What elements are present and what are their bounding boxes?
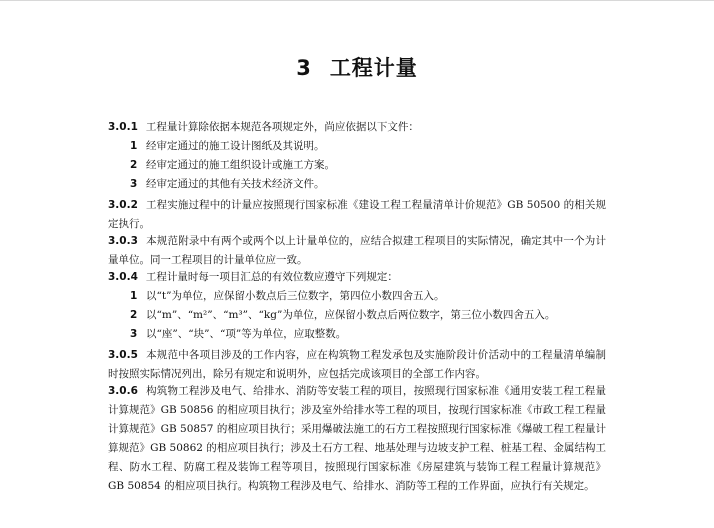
clause-number: 3.0.5 [108, 349, 138, 361]
clause-paragraph [108, 268, 606, 287]
item-text: 以“m”、“m²”、“m³”、“kg”为单位，应保留小数点后两位数字，第三位小数四舍五入。 [146, 309, 556, 321]
item-number: 1 [130, 290, 138, 302]
clause-text: 本规范中各项目涉及的工作内容，应在构筑物工程发承包及实施阶段计价活动中的工程量清单编制时按照实际情况列出，除另有规定和说明外，应包括完成该项目的全部工作内容。 [108, 349, 606, 380]
clause-text: 本规范附录中有两个或两个以上计量单位的，应结合拟建工程项目的实际情况，确定其中一个为计量单位。同一工程项目的计量单位应一致。 [108, 235, 606, 266]
list-item [108, 156, 606, 175]
clause-paragraph [108, 346, 606, 384]
list-item [108, 137, 606, 156]
clause-text: 工程计量时每一项目汇总的有效位数应遵守下列规定： [145, 271, 398, 283]
clause-paragraph [108, 232, 606, 270]
item-text: 经审定通过的其他有关技术经济文件。 [146, 178, 325, 190]
chapter-heading [0, 52, 714, 82]
clause-number: 3.0.6 [108, 385, 138, 397]
item-text: 以“t”为单位，应保留小数点后三位数字，第四位小数四舍五入。 [146, 290, 445, 302]
clause-number: 3.0.4 [108, 271, 138, 283]
clause-3-0-4 [108, 268, 606, 344]
clause-3-0-6 [108, 382, 606, 496]
clause-paragraph [108, 118, 606, 137]
item-number: 3 [130, 328, 138, 340]
clause-text: 工程量计算除依据本规范各项规定外，尚应依据以下文件： [145, 121, 419, 133]
item-text: 经审定通过的施工设计图纸及其说明。 [146, 140, 325, 152]
clause-3-0-1 [108, 118, 606, 194]
chapter-number: 3 [296, 56, 312, 80]
clause-paragraph [108, 382, 606, 496]
item-number: 3 [130, 178, 138, 190]
clause-3-0-5 [108, 346, 606, 384]
clause-number: 3.0.3 [108, 235, 138, 247]
chapter-title: 工程计量 [329, 56, 418, 80]
clause-text: 构筑物工程涉及电气、给排水、消防等安装工程的项目，按照现行国家标准《通用安装工程工程量计算规范》GB 50856 的相应项目执行；涉及室外给排水等工程的项目，按现行国家标准《市政工程工程量计算规范》GB 50857 的相应项目执行；采用爆破法施工的石方工程按照现行国家标准《爆破工程工程量计算规范》GB 50862 的相应项目执行；涉及土石方工程、地基处理与边坡支护工程、桩基工程、金属结构工程、防水工程、防腐工程及装饰工程等项目，按照现行国家标准《房屋建筑与装饰工程工程量计算规范》GB 50854 的相应项目执行。构筑物工程涉及电气、给排水、消防等工程的工作界面，应执行有关规定。 [108, 385, 606, 492]
item-text: 以“座”、“块”、“项”等为单位，应取整数。 [146, 328, 347, 340]
clause-number: 3.0.1 [108, 121, 138, 133]
list-item [108, 287, 606, 306]
item-text: 经审定通过的施工组织设计或施工方案。 [146, 159, 335, 171]
list-item [108, 325, 606, 344]
clause-paragraph [108, 196, 606, 234]
item-number: 2 [130, 309, 138, 321]
item-number: 2 [130, 159, 138, 171]
clause-text: 工程实施过程中的计量应按照现行国家标准《建设工程工程量清单计价规范》GB 50500 的相关规定执行。 [108, 199, 606, 230]
top-divider [0, 0, 714, 1]
list-item [108, 175, 606, 194]
clause-number: 3.0.2 [108, 199, 138, 211]
item-number: 1 [130, 140, 138, 152]
clause-3-0-3 [108, 232, 606, 270]
list-item [108, 306, 606, 325]
clause-3-0-2 [108, 196, 606, 234]
